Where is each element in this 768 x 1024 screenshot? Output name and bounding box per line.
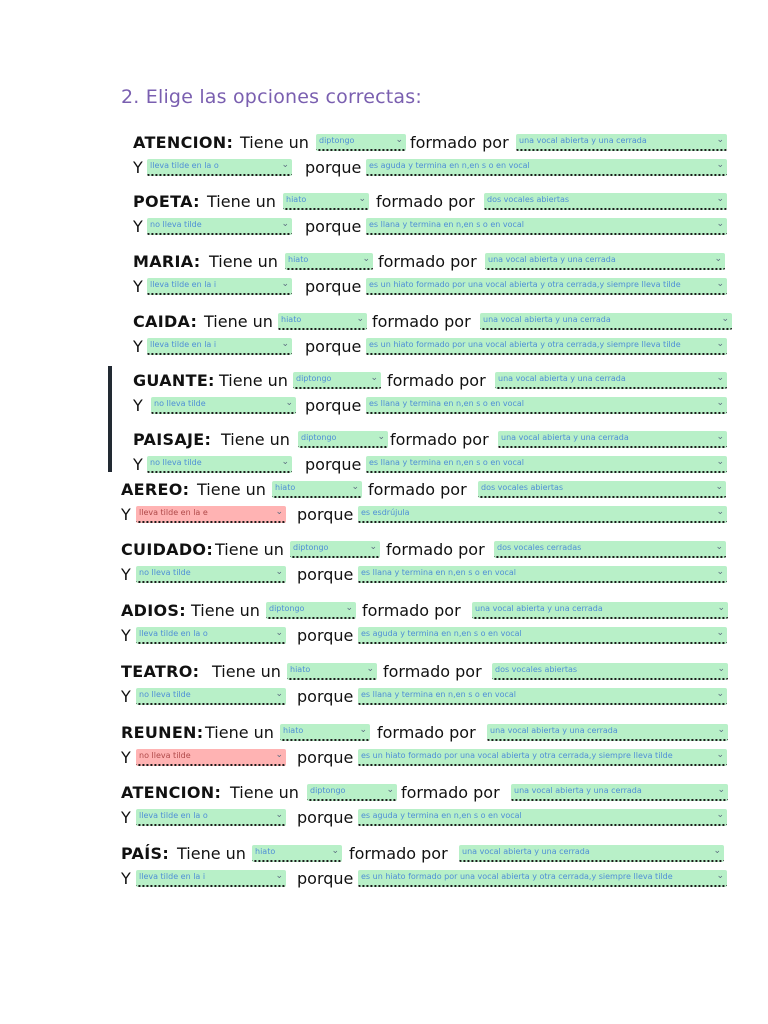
y-label: Y <box>133 396 143 415</box>
entry-line-2 <box>0 274 768 299</box>
porque-label: porque <box>297 748 354 767</box>
dropdown-value: diptongo <box>310 786 346 795</box>
dropdown-value: lleva tilde en la e <box>139 508 208 517</box>
entry-line-2 <box>0 866 768 891</box>
formado-por-label: formado por <box>387 371 486 390</box>
porque-label: porque <box>305 158 362 177</box>
y-label: Y <box>121 869 131 888</box>
tipo-select[interactable] <box>252 845 342 862</box>
tiene-un-label: Tiene un <box>240 133 309 152</box>
exercise-entry <box>0 841 768 901</box>
dropdown-value: no lleva tilde <box>150 458 202 467</box>
dropdown-value: hiato <box>288 255 309 264</box>
chevron-down-icon: ⌄ <box>715 482 723 492</box>
formado-por-label: formado por <box>362 601 461 620</box>
tipo-select[interactable] <box>298 431 388 448</box>
tipo-select[interactable] <box>272 481 362 498</box>
entry-line-1 <box>0 130 768 155</box>
chevron-down-icon: ⌄ <box>356 314 364 324</box>
dropdown-value: hiato <box>275 483 296 492</box>
tiene-un-label: Tiene un <box>212 662 281 681</box>
tilde-select[interactable] <box>151 397 296 414</box>
dropdown-value: no lleva tilde <box>154 399 206 408</box>
exercise-entry <box>0 130 768 190</box>
chevron-down-icon: ⌄ <box>717 725 725 735</box>
target-word: GUANTE: <box>133 371 215 390</box>
dropdown-value: lleva tilde en la o <box>139 811 208 820</box>
entry-line-2 <box>0 452 768 477</box>
dropdown-value: es llana y termina en n,en s o en vocal <box>369 458 525 467</box>
tiene-un-label: Tiene un <box>221 430 290 449</box>
chevron-down-icon: ⌄ <box>281 339 289 349</box>
tilde-select[interactable] <box>136 566 286 583</box>
formado-por-label: formado por <box>349 844 448 863</box>
formado-por-label: formado por <box>376 192 475 211</box>
porque-select[interactable] <box>358 809 727 826</box>
dropdown-value: lleva tilde en la o <box>139 629 208 638</box>
chevron-down-icon: ⌄ <box>716 279 724 289</box>
entry-line-2 <box>0 562 768 587</box>
chevron-down-icon: ⌄ <box>713 846 721 856</box>
entry-line-1 <box>0 720 768 745</box>
tipo-select[interactable] <box>316 134 406 151</box>
chevron-down-icon: ⌄ <box>716 750 724 760</box>
chevron-down-icon: ⌄ <box>716 373 724 383</box>
dropdown-value: una vocal abierta y una cerrada <box>490 726 618 735</box>
target-word: PAÍS: <box>121 844 170 863</box>
porque-select[interactable] <box>366 159 727 176</box>
chevron-down-icon: ⌄ <box>386 785 394 795</box>
tiene-un-label: Tiene un <box>205 723 274 742</box>
tiene-un-label: Tiene un <box>204 312 273 331</box>
exercise-entry <box>0 309 768 369</box>
chevron-down-icon: ⌄ <box>275 567 283 577</box>
porque-label: porque <box>297 687 354 706</box>
porque-label: porque <box>305 277 362 296</box>
chevron-down-icon: ⌄ <box>377 432 385 442</box>
target-word: CUIDADO: <box>121 540 214 559</box>
tipo-select[interactable] <box>293 372 381 389</box>
formado-select[interactable] <box>485 253 725 270</box>
tipo-select[interactable] <box>278 313 367 330</box>
tiene-un-label: Tiene un <box>191 601 260 620</box>
chevron-down-icon: ⌄ <box>275 628 283 638</box>
formado-select[interactable] <box>484 193 727 210</box>
porque-label: porque <box>297 565 354 584</box>
y-label: Y <box>133 217 143 236</box>
porque-select[interactable] <box>358 870 727 887</box>
chevron-down-icon: ⌄ <box>716 135 724 145</box>
dropdown-value: es aguda y termina en n,en s o en vocal <box>361 811 522 820</box>
y-label: Y <box>133 337 143 356</box>
tilde-select[interactable] <box>136 870 286 887</box>
target-word: ATENCION: <box>133 133 234 152</box>
dropdown-value: una vocal abierta y una cerrada <box>519 136 647 145</box>
formado-por-label: formado por <box>378 252 477 271</box>
dropdown-value: dos vocales abiertas <box>481 483 564 492</box>
tipo-select[interactable] <box>285 253 373 270</box>
chevron-down-icon: ⌄ <box>281 457 289 467</box>
y-label: Y <box>121 565 131 584</box>
tiene-un-label: Tiene un <box>197 480 266 499</box>
y-label: Y <box>121 748 131 767</box>
porque-label: porque <box>305 337 362 356</box>
dropdown-value: diptongo <box>269 604 305 613</box>
formado-select[interactable] <box>480 313 732 330</box>
exercise-entry <box>0 249 768 309</box>
tipo-select[interactable] <box>266 602 356 619</box>
chevron-down-icon: ⌄ <box>716 810 724 820</box>
dropdown-value: lleva tilde en la o <box>150 161 219 170</box>
chevron-down-icon: ⌄ <box>275 750 283 760</box>
dropdown-value: lleva tilde en la i <box>139 872 206 881</box>
chevron-down-icon: ⌄ <box>716 160 724 170</box>
formado-select[interactable] <box>498 431 727 448</box>
target-word: AEREO: <box>121 480 190 499</box>
tilde-select[interactable] <box>136 809 286 826</box>
dropdown-value: es un hiato formado por una vocal abierta y otra cerrada,y siempre lleva tilde <box>369 280 681 289</box>
entry-line-2 <box>0 684 768 709</box>
tiene-un-label: Tiene un <box>209 252 278 271</box>
porque-select[interactable] <box>366 456 727 473</box>
target-word: REUNEN: <box>121 723 204 742</box>
target-word: PAISAJE: <box>133 430 212 449</box>
dropdown-value: una vocal abierta y una cerrada <box>514 786 642 795</box>
exercise-entry <box>0 477 768 537</box>
formado-por-label: formado por <box>390 430 489 449</box>
formado-select[interactable] <box>494 541 726 558</box>
entry-line-2 <box>0 502 768 527</box>
dropdown-value: es un hiato formado por una vocal abierta y otra cerrada,y siempre lleva tilde <box>369 340 681 349</box>
tipo-select[interactable] <box>283 193 369 210</box>
entry-line-2 <box>0 745 768 770</box>
entry-line-1 <box>0 841 768 866</box>
chevron-down-icon: ⌄ <box>359 725 367 735</box>
dropdown-value: diptongo <box>296 374 332 383</box>
dropdown-value: no lleva tilde <box>139 751 191 760</box>
tilde-select[interactable] <box>136 749 286 766</box>
tiene-un-label: Tiene un <box>219 371 288 390</box>
dropdown-value: es un hiato formado por una vocal abierta y otra cerrada,y siempre lleva tilde <box>361 872 673 881</box>
y-label: Y <box>133 158 143 177</box>
porque-label: porque <box>305 217 362 236</box>
tipo-select[interactable] <box>307 784 397 801</box>
tilde-select[interactable] <box>147 338 292 355</box>
porque-select[interactable] <box>366 338 727 355</box>
chevron-down-icon: ⌄ <box>281 160 289 170</box>
chevron-down-icon: ⌄ <box>275 810 283 820</box>
y-label: Y <box>121 626 131 645</box>
chevron-down-icon: ⌄ <box>717 785 725 795</box>
dropdown-value: hiato <box>255 847 276 856</box>
exercise-entry <box>0 598 768 658</box>
chevron-down-icon: ⌄ <box>362 254 370 264</box>
entry-line-1 <box>0 598 768 623</box>
dropdown-value: es aguda y termina en n,en s o en vocal <box>361 629 522 638</box>
chevron-down-icon: ⌄ <box>275 871 283 881</box>
dropdown-value: dos vocales abiertas <box>487 195 570 204</box>
chevron-down-icon: ⌄ <box>345 603 353 613</box>
entry-line-1 <box>0 537 768 562</box>
entry-line-1 <box>0 249 768 274</box>
dropdown-value: lleva tilde en la i <box>150 280 217 289</box>
entry-line-1 <box>0 368 768 393</box>
tilde-select[interactable] <box>136 506 286 523</box>
dropdown-value: hiato <box>281 315 302 324</box>
porque-label: porque <box>305 396 362 415</box>
tipo-select[interactable] <box>290 541 380 558</box>
dropdown-value: dos vocales cerradas <box>497 543 582 552</box>
dropdown-value: diptongo <box>319 136 355 145</box>
formado-select[interactable] <box>478 481 726 498</box>
dropdown-value: es aguda y termina en n,en s o en vocal <box>369 161 530 170</box>
chevron-down-icon: ⌄ <box>281 219 289 229</box>
tilde-select[interactable] <box>147 159 292 176</box>
formado-por-label: formado por <box>383 662 482 681</box>
dropdown-value: es un hiato formado por una vocal abierta y otra cerrada,y siempre lleva tilde <box>361 751 673 760</box>
chevron-down-icon: ⌄ <box>369 542 377 552</box>
chevron-down-icon: ⌄ <box>717 664 725 674</box>
dropdown-value: no lleva tilde <box>150 220 202 229</box>
dropdown-value: una vocal abierta y una cerrada <box>488 255 616 264</box>
tiene-un-label: Tiene un <box>230 783 299 802</box>
chevron-down-icon: ⌄ <box>716 871 724 881</box>
porque-select[interactable] <box>358 749 727 766</box>
chevron-down-icon: ⌄ <box>716 194 724 204</box>
entry-line-2 <box>0 393 768 418</box>
formado-por-label: formado por <box>410 133 509 152</box>
chevron-down-icon: ⌄ <box>351 482 359 492</box>
formado-select[interactable] <box>472 602 728 619</box>
tilde-select[interactable] <box>147 278 292 295</box>
tilde-select[interactable] <box>147 218 292 235</box>
formado-select[interactable] <box>495 372 727 389</box>
chevron-down-icon: ⌄ <box>275 689 283 699</box>
dropdown-value: no lleva tilde <box>139 690 191 699</box>
chevron-down-icon: ⌄ <box>366 664 374 674</box>
target-word: CAIDA: <box>133 312 198 331</box>
chevron-down-icon: ⌄ <box>716 689 724 699</box>
porque-label: porque <box>305 455 362 474</box>
porque-select[interactable] <box>366 278 727 295</box>
y-label: Y <box>133 455 143 474</box>
entry-line-1 <box>0 659 768 684</box>
dropdown-value: hiato <box>286 195 307 204</box>
entry-line-1 <box>0 477 768 502</box>
y-label: Y <box>133 277 143 296</box>
entry-line-1 <box>0 189 768 214</box>
tilde-select[interactable] <box>136 627 286 644</box>
formado-select[interactable] <box>492 663 728 680</box>
chevron-down-icon: ⌄ <box>714 254 722 264</box>
dropdown-value: una vocal abierta y una cerrada <box>483 315 611 324</box>
porque-select[interactable] <box>358 688 727 705</box>
formado-select[interactable] <box>487 724 728 741</box>
tilde-select[interactable] <box>147 456 292 473</box>
dropdown-value: hiato <box>290 665 311 674</box>
porque-label: porque <box>297 505 354 524</box>
porque-select[interactable] <box>358 566 727 583</box>
tilde-select[interactable] <box>136 688 286 705</box>
exercise-entry <box>0 780 768 840</box>
porque-label: porque <box>297 808 354 827</box>
dropdown-value: es llana y termina en n,en s o en vocal <box>361 568 517 577</box>
target-word: TEATRO: <box>121 662 200 681</box>
formado-por-label: formado por <box>377 723 476 742</box>
target-word: ATENCION: <box>121 783 222 802</box>
entry-line-2 <box>0 623 768 648</box>
chevron-down-icon: ⌄ <box>717 603 725 613</box>
dropdown-value: una vocal abierta y una cerrada <box>475 604 603 613</box>
exercise-entry <box>0 720 768 780</box>
target-word: POETA: <box>133 192 200 211</box>
chevron-down-icon: ⌄ <box>395 135 403 145</box>
chevron-down-icon: ⌄ <box>716 398 724 408</box>
chevron-down-icon: ⌄ <box>275 507 283 517</box>
exercise-entry <box>0 368 768 428</box>
formado-por-label: formado por <box>368 480 467 499</box>
y-label: Y <box>121 808 131 827</box>
tiene-un-label: Tiene un <box>177 844 246 863</box>
tiene-un-label: Tiene un <box>207 192 276 211</box>
entry-line-2 <box>0 805 768 830</box>
dropdown-value: no lleva tilde <box>139 568 191 577</box>
formado-select[interactable] <box>511 784 728 801</box>
target-word: ADIOS: <box>121 601 186 620</box>
chevron-down-icon: ⌄ <box>716 567 724 577</box>
porque-label: porque <box>297 869 354 888</box>
y-label: Y <box>121 687 131 706</box>
chevron-down-icon: ⌄ <box>358 194 366 204</box>
chevron-down-icon: ⌄ <box>331 846 339 856</box>
porque-select[interactable] <box>366 397 727 414</box>
dropdown-value: una vocal abierta y una cerrada <box>498 374 626 383</box>
porque-select[interactable] <box>358 627 727 644</box>
porque-select[interactable] <box>358 506 727 523</box>
tipo-select[interactable] <box>287 663 377 680</box>
dropdown-value: una vocal abierta y una cerrada <box>501 433 629 442</box>
formado-por-label: formado por <box>401 783 500 802</box>
dropdown-value: una vocal abierta y una cerrada <box>462 847 590 856</box>
entry-line-1 <box>0 309 768 334</box>
chevron-down-icon: ⌄ <box>716 507 724 517</box>
dropdown-value: dos vocales abiertas <box>495 665 578 674</box>
chevron-down-icon: ⌄ <box>715 542 723 552</box>
formado-por-label: formado por <box>386 540 485 559</box>
chevron-down-icon: ⌄ <box>281 279 289 289</box>
exercise-entry <box>0 659 768 719</box>
formado-por-label: formado por <box>372 312 471 331</box>
chevron-down-icon: ⌄ <box>716 628 724 638</box>
dropdown-value: es llana y termina en n,en s o en vocal <box>361 690 517 699</box>
chevron-down-icon: ⌄ <box>721 314 729 324</box>
dropdown-value: lleva tilde en la i <box>150 340 217 349</box>
dropdown-value: diptongo <box>293 543 329 552</box>
dropdown-value: es llana y termina en n,en s o en vocal <box>369 399 525 408</box>
exercise-entry <box>0 189 768 249</box>
entry-line-2 <box>0 334 768 359</box>
page-title: 2. Elige las opciones correctas: <box>121 86 422 108</box>
chevron-down-icon: ⌄ <box>285 398 293 408</box>
entry-line-2 <box>0 155 768 180</box>
entry-line-1 <box>0 427 768 452</box>
dropdown-value: es llana y termina en n,en s o en vocal <box>369 220 525 229</box>
formado-select[interactable] <box>459 845 724 862</box>
porque-label: porque <box>297 626 354 645</box>
porque-select[interactable] <box>366 218 727 235</box>
chevron-down-icon: ⌄ <box>716 219 724 229</box>
dropdown-value: hiato <box>283 726 304 735</box>
tiene-un-label: Tiene un <box>215 540 284 559</box>
exercise-entry <box>0 537 768 597</box>
chevron-down-icon: ⌄ <box>370 373 378 383</box>
chevron-down-icon: ⌄ <box>716 432 724 442</box>
chevron-down-icon: ⌄ <box>716 457 724 467</box>
y-label: Y <box>121 505 131 524</box>
dropdown-value: diptongo <box>301 433 337 442</box>
entry-line-2 <box>0 214 768 239</box>
dropdown-value: es esdrújula <box>361 508 410 517</box>
target-word: MARIA: <box>133 252 201 271</box>
chevron-down-icon: ⌄ <box>716 339 724 349</box>
entry-line-1 <box>0 780 768 805</box>
tipo-select[interactable] <box>280 724 370 741</box>
formado-select[interactable] <box>516 134 727 151</box>
